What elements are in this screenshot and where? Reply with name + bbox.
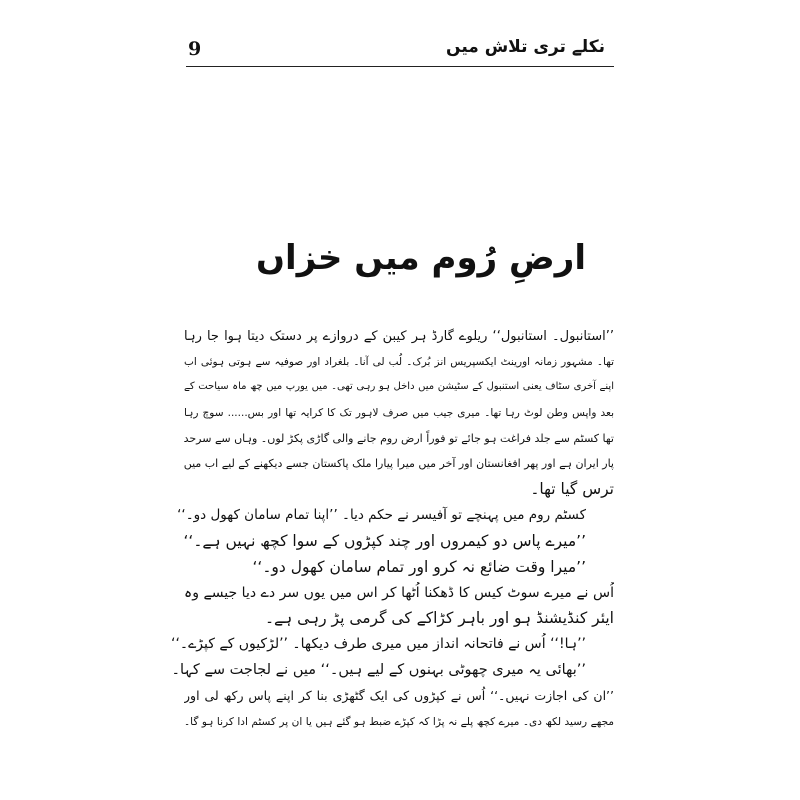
text-line: کسٹم روم میں پہنچے تو آفیسر نے حکم دیا۔ ’’اپنا تمام سامان کھول دو۔‘‘ [177,507,586,523]
text-line: تھا۔ مشہور زمانہ اورینٹ ایکسپریس انز بُرک۔ لُب لی آنا۔ بلغراد اور صوفیہ سے ہوتی ہوئی اب [184,356,614,368]
text-line: پار ایران ہے اور پھر افغانستان اور آخر میں میرا پیارا ملک پاکستان جسے دیکھنے کے لیے اب میں [184,457,614,470]
text-line: ’’بھائی یہ میری چھوٹی بہنوں کے لیے ہیں۔‘‘ میں نے لجاجت سے کہا۔ [171,662,586,678]
running-title: نکلے تری تلاش میں [446,37,605,57]
text-line: ’’میرے پاس دو کیمروں اور چند کپڑوں کے سوا کچھ نہیں ہے۔‘‘ [183,532,586,550]
text-line: ترس گیا تھا۔ [530,480,614,498]
chapter-title: ارضِ رُوم میں خزاں [256,238,586,278]
text-line: اُس نے میرے سوٹ کیس کا ڈھکنا اُٹھا کر اس میں یوں سر دے دیا جیسے وہ [184,585,614,601]
text-line: تھا کسٹم سے جلد فراغت ہو جائے تو فوراً ارض روم جانے والی گاڑی پکڑ لوں۔ وہاں سے سرحد [184,432,614,445]
page-number: 9 [188,38,202,60]
text-line: ’’میرا وقت ضائع نہ کرو اور تمام سامان کھول دو۔‘‘ [252,558,586,576]
text-line: بعد واپس وطن لوٹ رہا تھا۔ میری جیب میں صرف لاہور تک کا کرایہ تھا اور بس...... سوچ رہا [184,407,614,419]
text-line: ایئر کنڈیشنڈ ہو اور باہر کڑاکے کی گرمی پڑ رہی ہے۔ [264,609,614,627]
text-line: ’’ان کی اجازت نہیں۔‘‘ اُس نے کپڑوں کی ایک گٹھڑی بنا کر اپنے پاس رکھ لی اور [184,688,614,703]
text-line: ’’ہا!‘‘ اُس نے فاتحانہ انداز میں میری طرف دیکھا۔ ’’لڑکیوں کے کپڑے۔‘‘ [171,636,586,652]
text-line: اپنے آخری سٹاف یعنی استنبول کے سٹیشن میں داخل ہو رہی تھی۔ میں یورپ میں چھ ماہ سیاحت کے [184,381,614,392]
text-line: مجھے رسید لکھ دی۔ میرے کچھ پلے نہ پڑا کہ کپڑے ضبط ہو گئے ہیں یا ان پر کسٹم ادا کرنا ہو گا۔ [184,716,614,728]
text-line: ’’استانبول۔ استانبول‘‘ ریلوے گارڈ ہر کیبن کے دروازے پر دستک دیتا ہوا جا رہا [184,329,614,344]
